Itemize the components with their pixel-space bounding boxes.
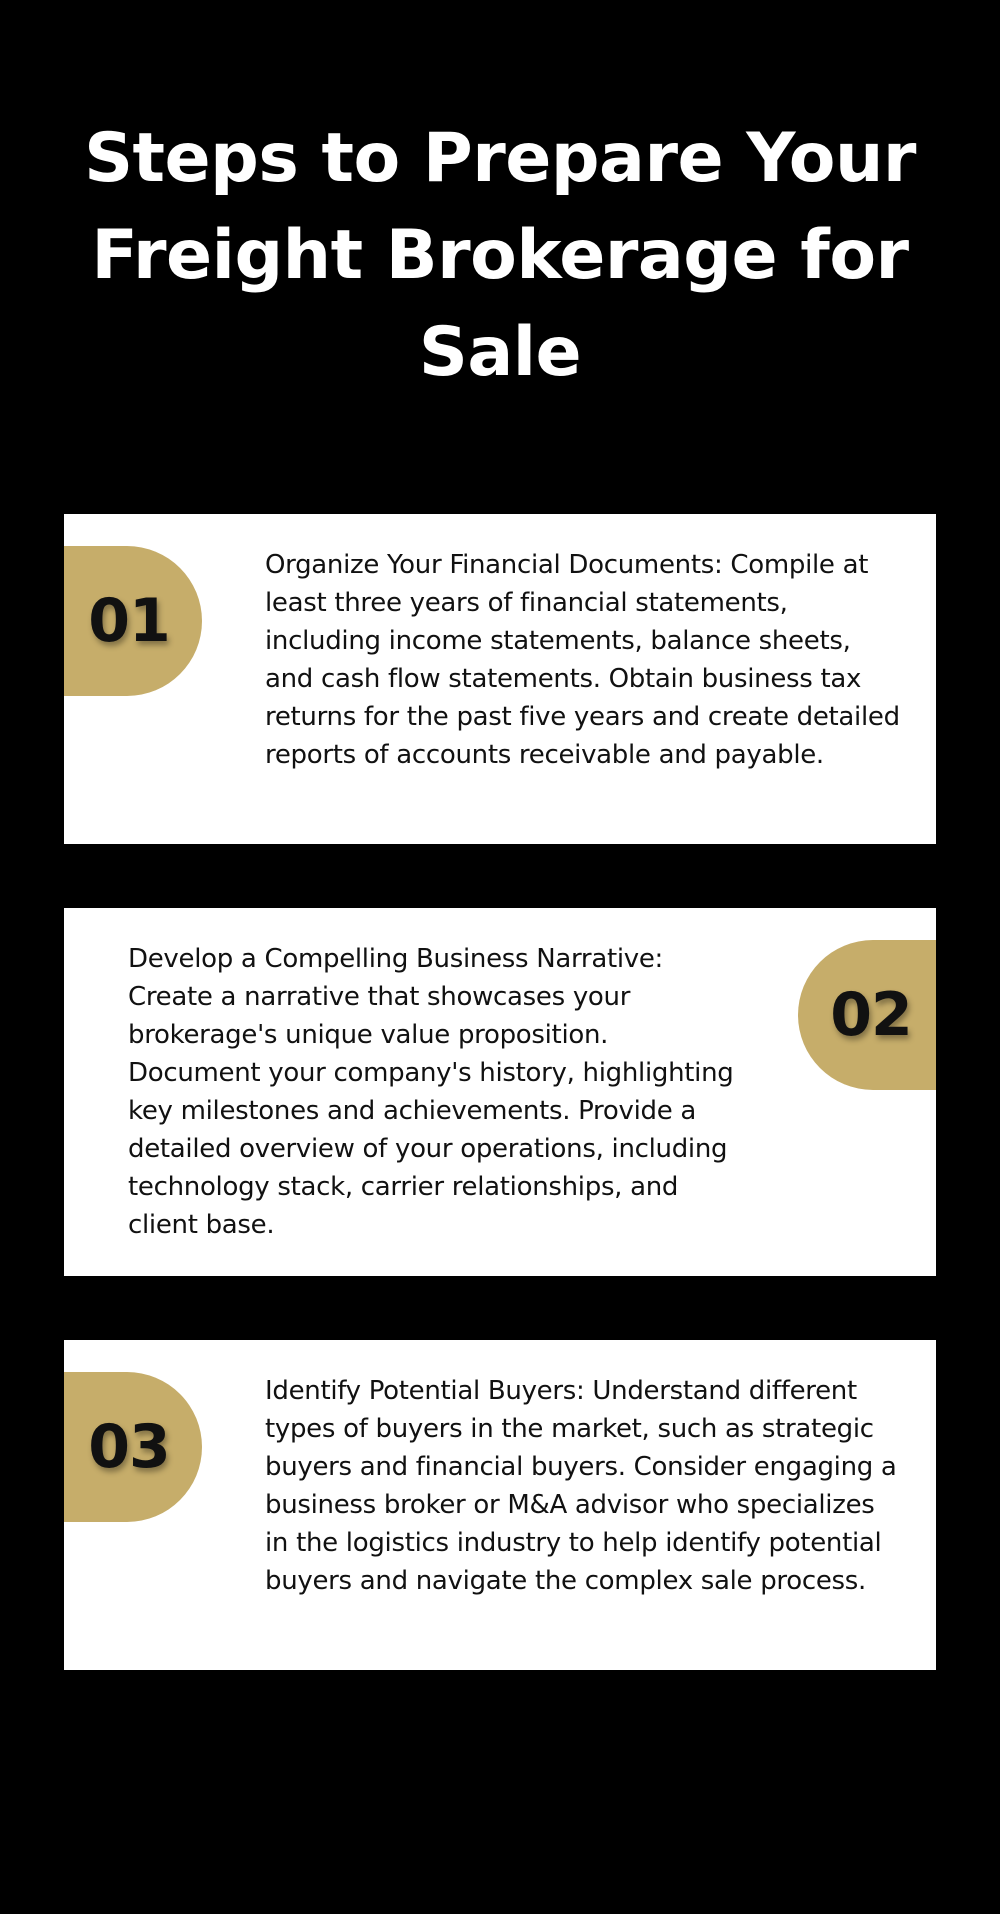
step-number-badge	[798, 940, 936, 1090]
step-number-badge	[64, 1372, 202, 1522]
step-description: Develop a Compelling Business Narrative: Create a narrative that showcases your brokerage's unique value proposition. Document your company's history, highlighting key milestones and achievements. Provide a detailed overview of your operations, including technology stack, carrier relationships, and client base.	[128, 944, 734, 1240]
step-number: 02	[830, 980, 912, 1050]
step-card-3	[64, 1340, 936, 1670]
step-description: Organize Your Financial Documents: Compile at least three years of financial statements, including income statements, balance sheets, and cash flow statements. Obtain business tax returns for the past five years and create detailed reports of accounts receivable and payable.	[265, 550, 900, 770]
step-card-2	[64, 908, 936, 1276]
step-number: 03	[88, 1412, 170, 1482]
step-card-1	[64, 514, 936, 844]
step-description: Identify Potential Buyers: Understand different types of buyers in the market, such as strategic buyers and financial buyers. Consider engaging a business broker or M&A advisor who specializes in the logistics industry to help identify potential buyers and navigate the complex sale process.	[265, 1376, 897, 1596]
step-number: 01	[88, 586, 170, 656]
page-title: Steps to Prepare Your Freight Brokerage for Sale	[84, 119, 916, 392]
step-number-badge	[64, 546, 202, 696]
